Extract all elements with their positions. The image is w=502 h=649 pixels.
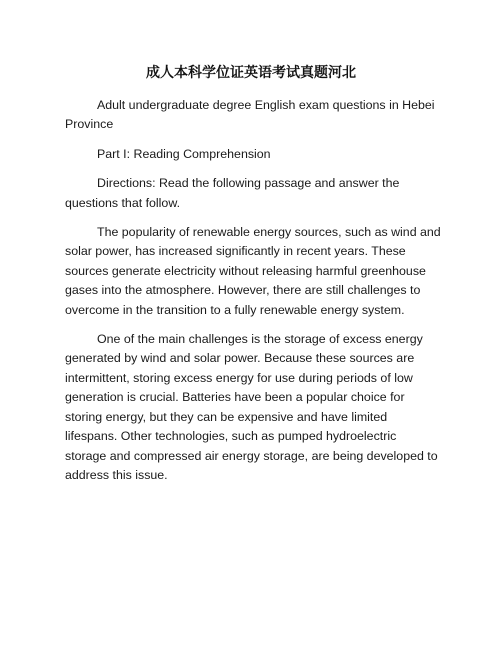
document-body	[65, 96, 441, 495]
paragraph-subtitle: Adult undergraduate degree English exam questions in Hebei Province	[65, 98, 435, 132]
paragraph-section-heading: Part I: Reading Comprehension	[97, 146, 271, 161]
paragraph-passage-1: The popularity of renewable energy sources, such as wind and solar power, has increased significantly in recent years. These sources generate electricity without releasing harmful greenhouse gases into the atmosphere. However, there are still challenges to overcome in the transition to a fully renewable energy system.	[65, 225, 441, 317]
paragraph-directions: Directions: Read the following passage and answer the questions that follow.	[65, 176, 400, 210]
paragraph-passage-2: One of the main challenges is the storage of excess energy generated by wind and solar power. Because these sources are intermittent, storing excess energy for use during periods of low generation is crucial. Batteries have been a popular choice for storing energy, but they can be expensive and have limited lifespans. Other technologies, such as pumped hydroelectric storage and compressed air energy storage, are being developed to address this issue.	[65, 332, 438, 482]
document-title: 成人本科学位证英语考试真题河北	[146, 65, 356, 81]
